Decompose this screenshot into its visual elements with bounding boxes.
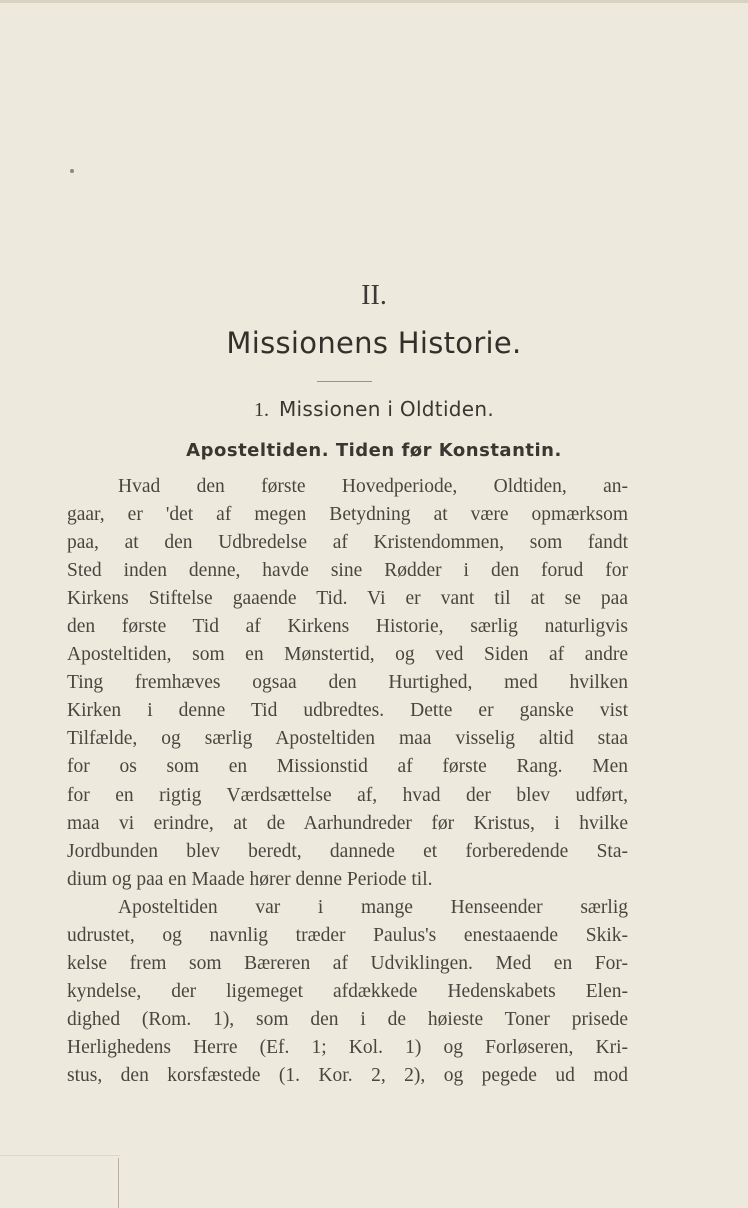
text-line: for os som en Missionstid af første Rang. Men — [67, 756, 628, 778]
text-line: paa, at den Udbredelse af Kristendommen, som fandt — [67, 532, 628, 554]
text-line: kelse frem som Bæreren af Udviklingen. Med en For- — [67, 952, 628, 974]
margin-smudge — [0, 1155, 120, 1156]
page-top-edge — [0, 0, 748, 3]
text-line: Aposteltiden, som en Mønstertid, og ved Siden af andre — [67, 644, 628, 666]
text-line: den første Tid af Kirkens Historie, særlig naturligvis — [67, 616, 628, 638]
chapter-numeral: II. — [361, 280, 387, 311]
subheading: Aposteltiden. Tiden før Konstantin. — [186, 440, 562, 461]
text-line: udrustet, og navnlig træder Paulus's enestaaende Skik- — [67, 924, 628, 946]
text-line: Tilfælde, og særlig Aposteltiden maa visselig altid staa — [67, 728, 628, 750]
text-line: maa vi erindre, at de Aarhundreder før Kristus, i hvilke — [67, 812, 628, 834]
section-title: Missionen i Oldtiden. — [278, 397, 495, 421]
binding-line — [118, 1158, 119, 1208]
paper-speck — [70, 169, 74, 173]
section-number: 1. — [253, 399, 269, 421]
text-line: Ting fremhæves ogsaa den Hurtighed, med hvilken — [67, 672, 628, 694]
text-line: dighed (Rom. 1), som den i de høieste Toner prisede — [67, 1008, 628, 1030]
title-divider — [317, 381, 372, 382]
section-heading — [0, 397, 748, 422]
text-line: Kirkens Stiftelse gaaende Tid. Vi er vant til at se paa — [67, 588, 628, 610]
text-line: Hvad den første Hovedperiode, Oldtiden, an- — [118, 476, 628, 497]
text-line: Herlighedens Herre (Ef. 1; Kol. 1) og Forløseren, Kri- — [67, 1036, 628, 1058]
text-line: gaar, er 'det af megen Betydning at være opmærksom — [67, 504, 628, 526]
body-text — [67, 473, 628, 1090]
text-line: dium og paa en Maade hører denne Periode til. — [67, 868, 433, 890]
text-line: Kirken i denne Tid udbredtes. Dette er ganske vist — [67, 700, 628, 722]
text-line: Sted inden denne, havde sine Rødder i den forud for — [67, 560, 628, 582]
text-line: kyndelse, der ligemeget afdækkede Hedenskabets Elen- — [67, 980, 628, 1002]
text-line: Aposteltiden var i mange Henseender særlig — [118, 896, 628, 918]
chapter-title: Missionens Historie. — [226, 326, 522, 360]
text-line: Jordbunden blev beredt, dannede et forberedende Sta- — [67, 840, 628, 862]
text-line: stus, den korsfæstede (1. Kor. 2, 2), og pegede ud mod — [67, 1064, 628, 1086]
text-line: for en rigtig Værdsættelse af, hvad der blev udført, — [67, 784, 628, 806]
